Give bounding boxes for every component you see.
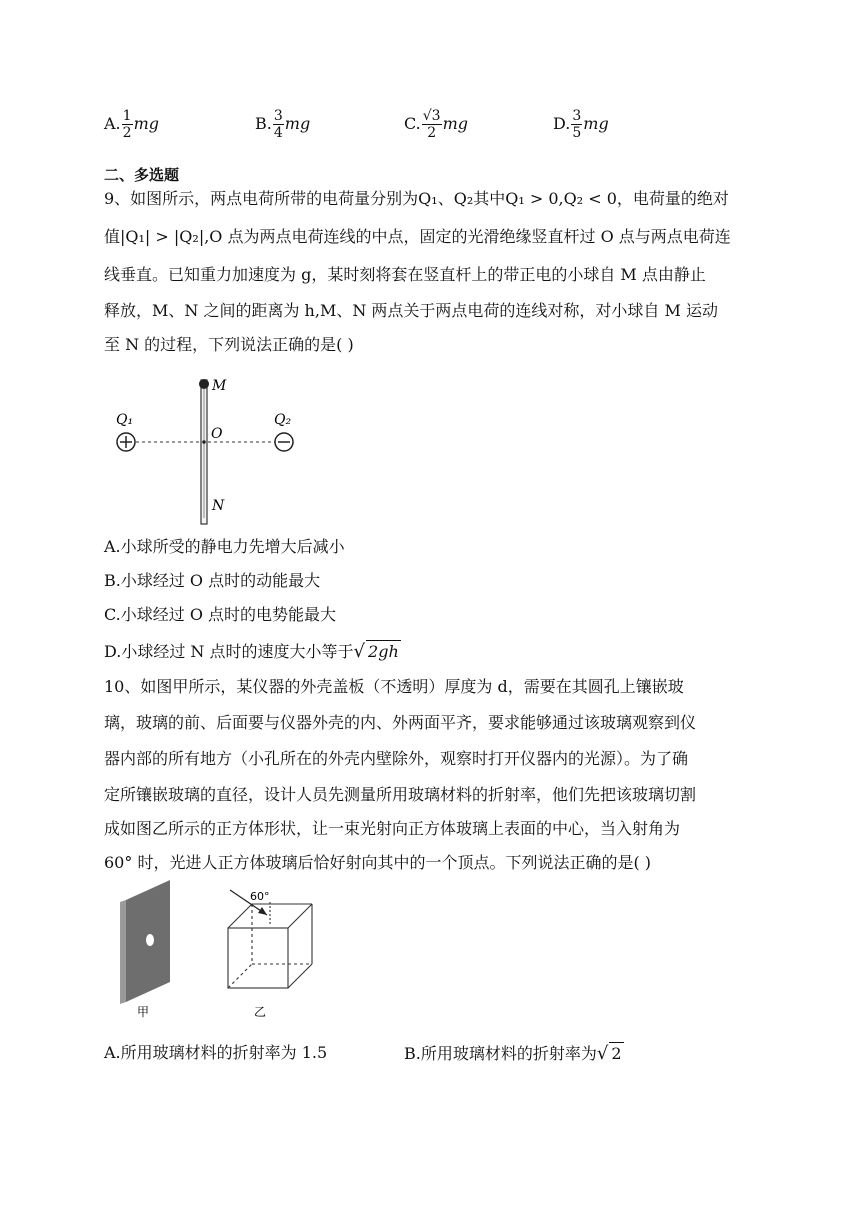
q9-option-b[interactable]: B.小球经过 O 点时的动能最大 xyxy=(104,571,321,590)
label-o: O xyxy=(211,426,223,442)
label-q2: Q₂ xyxy=(274,412,292,428)
arrow-head-icon xyxy=(258,907,267,915)
q10-stem-line-5: 成如图乙所示的正方体形状，让一束光射向正方体玻璃上表面的中心，当入射角为 xyxy=(104,819,681,838)
unit: mg xyxy=(583,114,609,133)
label-m: M xyxy=(212,378,227,394)
q9-option-d[interactable] xyxy=(104,640,784,663)
q9-stem-line-2: 值|Q₁| > |Q₂|,O 点为两点电荷连线的中点，固定的光滑绝缘竖直杆过 O 点与两点电荷连 xyxy=(104,227,731,246)
fraction: $\frac{3}{4}$ xyxy=(273,108,283,141)
plate-hole xyxy=(146,934,154,946)
label-yi: 乙 xyxy=(254,1005,267,1019)
option-letter: D. xyxy=(553,114,571,133)
cube-hidden-diagonal xyxy=(228,964,252,988)
ball-at-m xyxy=(199,379,209,389)
fraction: $\frac{√3}{2}$ xyxy=(422,108,441,141)
q10-stem-line-6: 60° 时，光进人正方体玻璃后恰好射向其中的一个顶点。下列说法正确的是( ) xyxy=(104,853,652,872)
q9-stem-line-3: 线垂直。已知重力加速度为 g，某时刻将套在竖直杆上的带正电的小球自 M 点由静止 xyxy=(104,265,706,284)
q9-charges-figure xyxy=(104,368,314,528)
cube-diagram xyxy=(228,902,312,988)
sqrt-symbol: √ xyxy=(596,1043,609,1064)
q10-option-a[interactable]: A.所用玻璃材料的折射率为 1.5 xyxy=(104,1043,328,1062)
q9-stem-line-5: 至 N 的过程，下列说法正确的是( ) xyxy=(104,335,354,354)
label-angle: 60° xyxy=(250,890,270,903)
label-jia: 甲 xyxy=(137,1005,150,1019)
cube-edge-tr xyxy=(288,904,312,928)
label-q1: Q₁ xyxy=(116,412,134,428)
q9-stem-line-4: 释放，M、N 之间的距离为 h,M、N 两点关于两点电荷的连线对称，对小球自 M 运动 xyxy=(104,301,718,320)
q10-stem-line-2: 璃，玻璃的前、后面要与仪器外壳的内、外两面平齐，要求能够通过该玻璃观察到仪 xyxy=(104,713,697,732)
q10-stem-line-1: 10、如图甲所示，某仪器的外壳盖板（不透明）厚度为 d，需要在其圆孔上镶嵌玻 xyxy=(104,677,684,696)
option-b-text: B.所用玻璃材料的折射率为 xyxy=(404,1044,597,1063)
label-n: N xyxy=(212,498,225,514)
fraction: $\frac{1}{2}$ xyxy=(122,108,132,141)
q8-option-d[interactable] xyxy=(553,108,609,141)
q8-option-c[interactable] xyxy=(404,108,468,141)
section-title: 二、多选题 xyxy=(104,166,180,184)
sqrt-symbol: √ xyxy=(353,641,366,662)
cover-plate-side xyxy=(120,900,126,1004)
q10-stem-line-4: 定所镶嵌玻璃的直径，设计人员先测量所用玻璃材料的折射率，他们先把该玻璃切割 xyxy=(104,785,697,804)
unit: mg xyxy=(284,114,311,133)
q10-glass-figure xyxy=(104,880,334,1020)
q9-stem-line-1: 9、如图所示，两点电荷所带的电荷量分别为Q₁、Q₂其中Q₁ > 0,Q₂ < 0，电荷量的绝对 xyxy=(104,189,729,208)
q8-option-a[interactable] xyxy=(104,108,159,141)
sqrt-radicand: 2 xyxy=(611,1044,622,1063)
sqrt-radicand: 2gh xyxy=(368,642,399,661)
q9-option-a[interactable]: A.小球所受的静电力先增大后减小 xyxy=(104,537,345,556)
option-d-text: D.小球经过 N 点时的速度大小等于 xyxy=(104,642,354,661)
option-letter: B. xyxy=(255,114,272,133)
option-letter: C. xyxy=(404,114,421,133)
cube-edge-tl xyxy=(228,904,252,928)
q10-option-b[interactable] xyxy=(404,1042,624,1065)
q8-option-b[interactable] xyxy=(255,108,310,141)
q9-option-c[interactable]: C.小球经过 O 点时的电势能最大 xyxy=(104,605,337,624)
option-letter: A. xyxy=(104,114,121,133)
fraction: $\frac{3}{5}$ xyxy=(572,108,582,141)
cube-edge-br xyxy=(288,964,312,988)
q10-stem-line-3: 器内部的所有地方（小孔所在的外壳内壁除外，观察时打开仪器内的光源）。为了确 xyxy=(104,749,689,768)
unit: mg xyxy=(442,114,469,133)
point-o xyxy=(202,440,206,444)
unit: mg xyxy=(133,114,159,133)
